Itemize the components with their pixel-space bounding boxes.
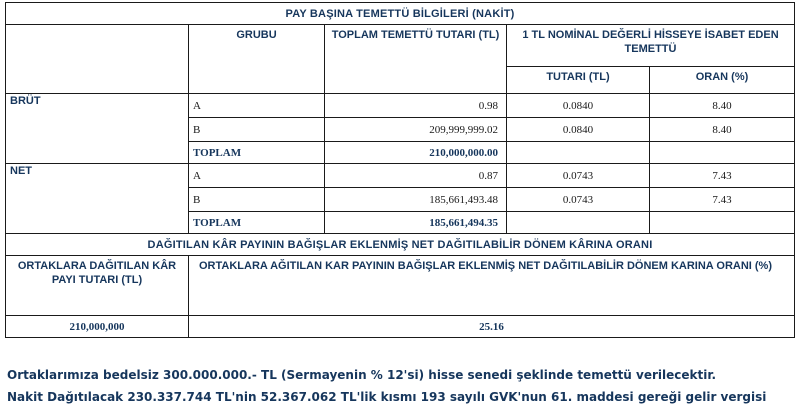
distributed-profit-value: 210,000,000 bbox=[6, 316, 189, 338]
group-cell: A bbox=[189, 164, 325, 188]
total-dividend-cell: 185,661,493.48 bbox=[325, 188, 507, 212]
rate-cell: 7.43 bbox=[650, 188, 795, 212]
header-toplam-temettu: TOPLAM TEMETTÜ TUTARI (TL) bbox=[325, 25, 507, 94]
table-row bbox=[6, 94, 795, 118]
group-cell: B bbox=[189, 118, 325, 142]
total-dividend-cell: 0.87 bbox=[325, 164, 507, 188]
table-row bbox=[6, 164, 795, 188]
per-share-amount-cell: 0.0840 bbox=[507, 94, 650, 118]
table-title: PAY BAŞINA TEMETTÜ BİLGİLERİ (NAKİT) bbox=[6, 3, 795, 25]
total-label: TOPLAM bbox=[189, 212, 325, 234]
empty-cell bbox=[650, 212, 795, 234]
footnote-cash-distribution: Nakit Dağıtılacak 230.337.744 TL'nin 52.367.062 TL'lik kısmı 193 sayılı GVK'nun 61. maddesi gereği gelir vergisi bbox=[7, 390, 767, 404]
distribution-ratio-value: 25.16 bbox=[189, 316, 795, 338]
header-empty-cell bbox=[6, 25, 189, 94]
total-value: 210,000,000.00 bbox=[325, 142, 507, 164]
empty-cell bbox=[507, 142, 650, 164]
total-value: 185,661,494.35 bbox=[325, 212, 507, 234]
total-dividend-cell: 0.98 bbox=[325, 94, 507, 118]
section-label-brut: BRÜT bbox=[6, 94, 189, 164]
rate-cell: 8.40 bbox=[650, 94, 795, 118]
distributed-profit-header: ORTAKLARA DAĞITILAN KÂR PAYI TUTARI (TL) bbox=[6, 256, 189, 316]
header-tutari: TUTARI (TL) bbox=[507, 67, 650, 94]
section-label-net: NET bbox=[6, 164, 189, 234]
per-share-amount-cell: 0.0840 bbox=[507, 118, 650, 142]
total-dividend-cell: 209,999,999.02 bbox=[325, 118, 507, 142]
per-share-amount-cell: 0.0743 bbox=[507, 188, 650, 212]
rate-cell: 7.43 bbox=[650, 164, 795, 188]
footnote-bonus-shares: Ortaklarımıza bedelsiz 300.000.000.- TL (Sermayenin % 12'si) hisse senedi şeklinde temettü verilecektir. bbox=[7, 368, 717, 382]
group-cell: A bbox=[189, 94, 325, 118]
section2-title: DAĞITILAN KÂR PAYININ BAĞIŞLAR EKLENMİŞ NET DAĞITILABİLİR DÖNEM KÂRINA ORANI bbox=[6, 234, 795, 256]
empty-cell bbox=[650, 142, 795, 164]
group-cell: B bbox=[189, 188, 325, 212]
empty-cell bbox=[507, 212, 650, 234]
total-label: TOPLAM bbox=[189, 142, 325, 164]
header-grubu: GRUBU bbox=[189, 25, 325, 94]
rate-cell: 8.40 bbox=[650, 118, 795, 142]
header-nominal: 1 TL NOMİNAL DEĞERLİ HİSSEYE İSABET EDEN TEMETTÜ bbox=[507, 25, 795, 67]
header-oran: ORAN (%) bbox=[650, 67, 795, 94]
footnotes bbox=[7, 364, 797, 408]
dividend-table bbox=[5, 2, 795, 338]
per-share-amount-cell: 0.0743 bbox=[507, 164, 650, 188]
distribution-ratio-header: ORTAKLARA AĞITILAN KAR PAYININ BAĞIŞLAR EKLENMİŞ NET DAĞITILABİLİR DÖNEM KARINA ORANI (%) bbox=[189, 256, 795, 316]
